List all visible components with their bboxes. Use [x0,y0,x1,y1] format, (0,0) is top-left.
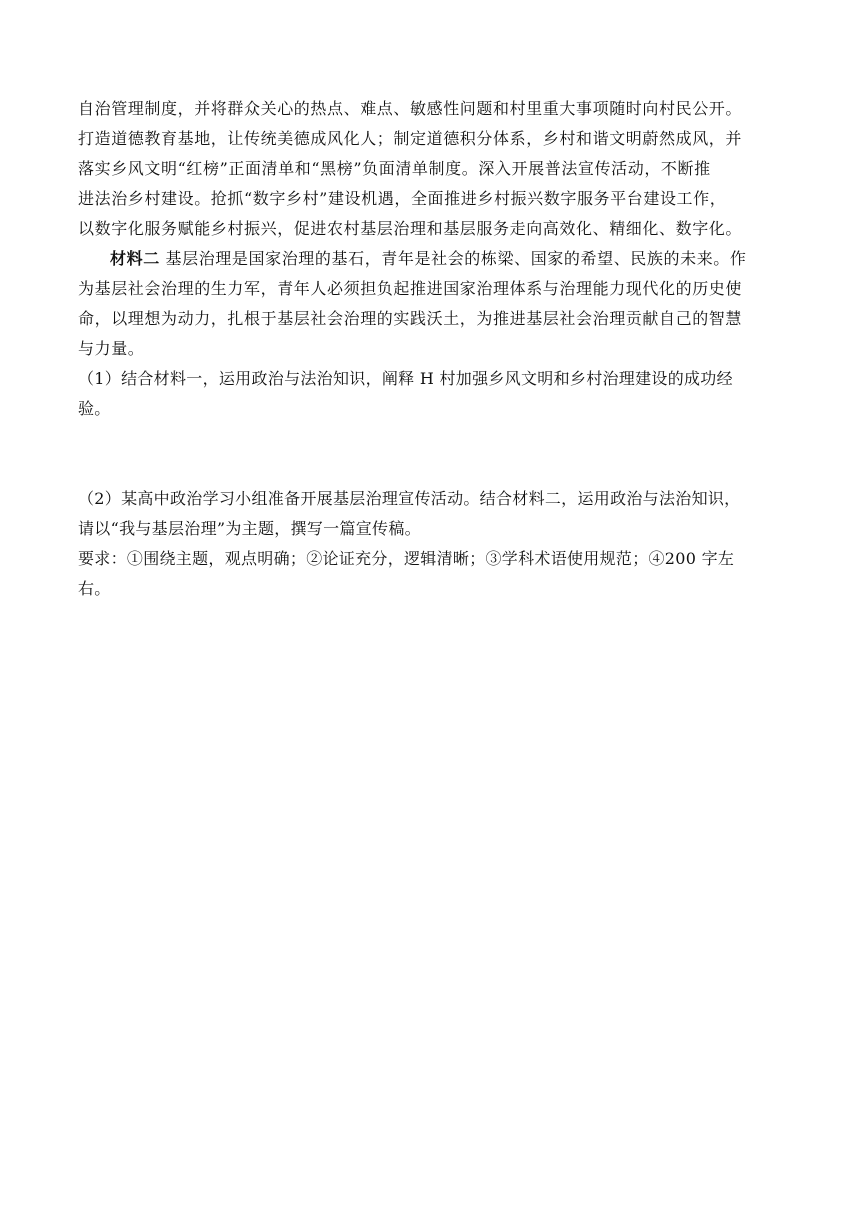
question1-line: 验。 [78,399,111,418]
question2-line: 请以“我与基层治理”为主题，撰写一篇宣传稿。 [78,519,421,538]
material1-line: 以数字化服务赋能乡村振兴，促进农村基层治理和基层服务走向高效化、精细化、数字化。 [78,219,743,238]
material2-paragraph [78,244,790,364]
material1-line: 落实乡风文明“红榜”正面清单和“黑榜”负面清单制度。深入开展普法宣传活动，不断推 [78,159,711,178]
material2-label: 材料二 [110,249,160,268]
material1-line: 自治管理制度，并将群众关心的热点、难点、敏感性问题和村里重大事项随时向村民公开。 [78,99,743,118]
material2-text: 基层治理是国家治理的基石，青年是社会的栋梁、国家的希望、民族的未来。作 [165,249,747,268]
question2-requirements: 右。 [78,579,111,598]
material2-line: 为基层社会治理的生力军，青年人必须担负起推进国家治理体系与治理能力现代化的历史使 [78,279,743,298]
material2-first-line [78,244,790,274]
question2-line: （2）某高中政治学习小组准备开展基层治理宣传活动。结合材料二，运用政治与法治知识， [78,489,741,508]
question1 [78,364,790,424]
question2 [78,484,790,604]
answer-space [78,424,790,484]
document-page [78,94,790,604]
question2-requirements: 要求：①围绕主题，观点明确；②论证充分，逻辑清晰；③学科术语使用规范；④200 字左 [78,549,735,568]
material1-line: 进法治乡村建设。抢抓“数字乡村”建设机遇，全面推进乡村振兴数字服务平台建设工作， [78,189,727,208]
material1-paragraph [78,94,790,244]
material2-line: 命，以理想为动力，扎根于基层社会治理的实践沃土，为推进基层社会治理贡献自己的智慧 [78,309,743,328]
question1-line: （1）结合材料一，运用政治与法治知识，阐释 H 村加强乡风文明和乡村治理建设的成功经 [78,369,733,388]
material1-line: 打造道德教育基地，让传统美德成风化人；制定道德积分体系，乡村和谐文明蔚然成风，并 [78,129,743,148]
material2-line: 与力量。 [78,339,145,358]
